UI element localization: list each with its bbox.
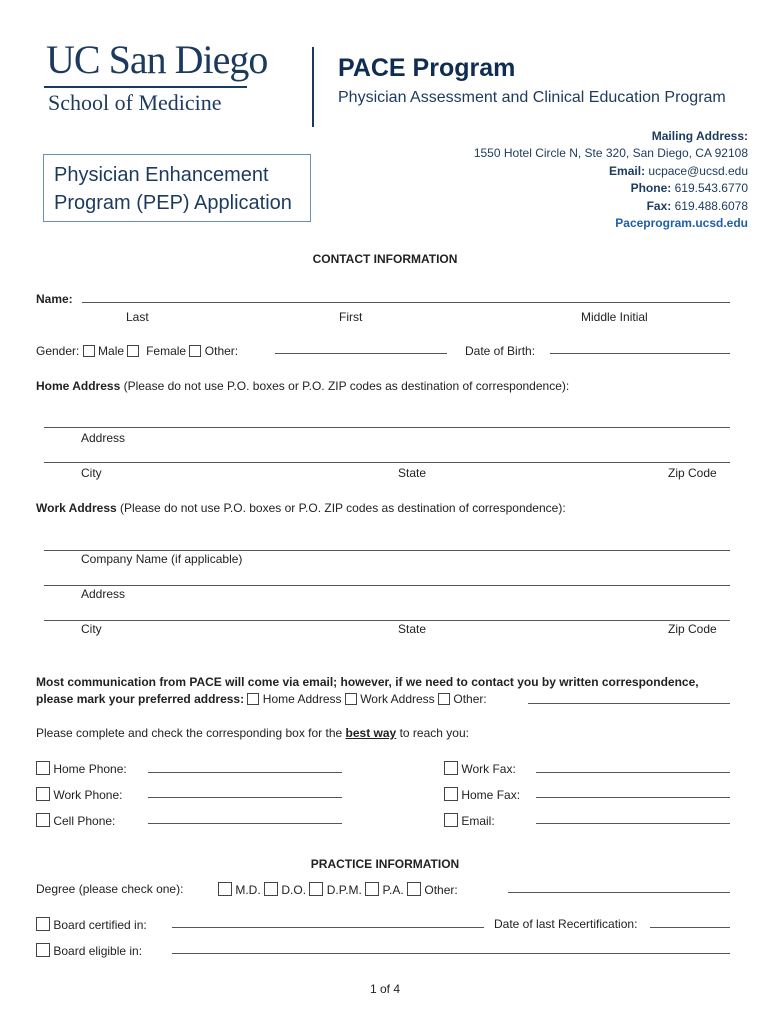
name-field[interactable]	[82, 302, 730, 303]
cell-phone-row	[36, 813, 115, 828]
degree-other-label: Other:	[424, 883, 458, 897]
phone-label: Phone:	[630, 181, 672, 196]
work-city-state-zip-field[interactable]	[44, 620, 730, 621]
pref-other-label: Other:	[453, 692, 487, 706]
board-eligible-label: Board eligible in:	[53, 944, 143, 958]
reach-text-before: Please complete and check the corresponding box for the	[36, 726, 343, 740]
degree-other-checkbox[interactable]	[407, 882, 421, 896]
gender-female-label: Female	[146, 344, 187, 358]
board-certified-row	[36, 917, 147, 932]
preferred-address-instructions: Most communication from PACE will come via email; however, if we need to contact you by written correspondence,	[36, 675, 699, 689]
home-fax-checkbox[interactable]	[444, 787, 458, 801]
degree-md-label: M.D.	[235, 883, 261, 897]
work-phone-field[interactable]	[148, 797, 342, 798]
mailing-address-block	[474, 128, 748, 232]
gender-male-label: Male	[98, 344, 125, 358]
home-address-bold: Home Address	[36, 379, 121, 393]
degree-pa-label: P.A.	[382, 883, 404, 897]
gender-label: Gender:	[36, 344, 80, 358]
email-contact-label: Email:	[461, 814, 495, 828]
website-link[interactable]: Paceprogram.ucsd.edu	[615, 216, 748, 231]
preferred-address-row	[36, 692, 487, 706]
cell-phone-label: Cell Phone:	[53, 814, 116, 828]
email-checkbox[interactable]	[444, 813, 458, 827]
degree-do-checkbox[interactable]	[264, 882, 278, 896]
program-subtitle: Physician Assessment and Clinical Education Program	[338, 89, 726, 106]
gender-other-label: Other:	[204, 344, 239, 358]
dob-label: Date of Birth:	[465, 344, 536, 358]
board-eligible-checkbox[interactable]	[36, 943, 50, 957]
cell-phone-field[interactable]	[148, 823, 342, 824]
pref-other-checkbox[interactable]	[438, 693, 450, 705]
home-address-field[interactable]	[44, 427, 730, 428]
pref-home-checkbox[interactable]	[247, 693, 259, 705]
work-company-field[interactable]	[44, 550, 730, 551]
form-title-box	[43, 154, 311, 222]
gender-other-field[interactable]	[275, 353, 447, 354]
home-phone-checkbox[interactable]	[36, 761, 50, 775]
work-zip-caption: Zip Code	[668, 622, 717, 636]
work-fax-row	[444, 761, 516, 776]
work-address-note: (Please do not use P.O. boxes or P.O. ZIP codes as destination of correspondence):	[120, 501, 566, 515]
degree-md-checkbox[interactable]	[218, 882, 232, 896]
home-address-heading	[36, 379, 569, 393]
pref-other-field[interactable]	[528, 703, 730, 704]
name-label: Name:	[36, 292, 73, 306]
gender-female-checkbox[interactable]	[127, 345, 139, 357]
home-state-caption: State	[398, 466, 427, 480]
degree-pa-checkbox[interactable]	[365, 882, 379, 896]
work-address-heading	[36, 501, 566, 515]
phone-value: 619.543.6770	[674, 181, 748, 196]
page-number: 1 of 4	[369, 982, 401, 996]
reach-text-after: to reach you:	[399, 726, 469, 740]
fax-value: 619.488.6078	[674, 198, 748, 213]
name-last-caption: Last	[126, 310, 149, 324]
home-city-state-zip-field[interactable]	[44, 462, 730, 463]
name-middle-caption: Middle Initial	[581, 310, 648, 324]
fax-label: Fax:	[646, 198, 672, 213]
home-fax-label: Home Fax:	[461, 788, 521, 802]
pref-home-label: Home Address	[262, 692, 342, 706]
board-certified-label: Board certified in:	[53, 918, 147, 932]
form-title-line1: Physician Enhancement	[54, 164, 269, 186]
board-eligible-field[interactable]	[172, 953, 730, 954]
contact-section-title: CONTACT INFORMATION	[312, 252, 458, 266]
degree-do-label: D.O.	[281, 883, 307, 897]
gender-other-checkbox[interactable]	[189, 345, 201, 357]
board-eligible-row	[36, 943, 142, 958]
recert-label: Date of last Recertification:	[494, 917, 638, 931]
logo-divider	[44, 86, 247, 88]
work-fax-label: Work Fax:	[461, 762, 516, 776]
degree-other-field[interactable]	[508, 892, 730, 893]
degree-label: Degree (please check one):	[36, 882, 184, 896]
work-state-caption: State	[398, 622, 427, 636]
gender-male-checkbox[interactable]	[83, 345, 95, 357]
ucsd-logo-wordmark: UC San Diego	[46, 37, 268, 82]
recert-field[interactable]	[650, 927, 730, 928]
email-value[interactable]: ucpace@ucsd.edu	[648, 163, 748, 178]
cell-phone-checkbox[interactable]	[36, 813, 50, 827]
work-phone-row	[36, 787, 123, 802]
work-address-field[interactable]	[44, 585, 730, 586]
board-certified-field[interactable]	[172, 927, 484, 928]
home-phone-row	[36, 761, 127, 776]
name-first-caption: First	[339, 310, 363, 324]
degree-options	[218, 882, 458, 897]
work-city-caption: City	[81, 622, 102, 636]
work-address-caption: Address	[81, 587, 126, 601]
degree-dpm-label: D.P.M.	[326, 883, 362, 897]
board-certified-checkbox[interactable]	[36, 917, 50, 931]
home-address-caption: Address	[81, 431, 126, 445]
home-fax-row	[444, 787, 520, 802]
email-field[interactable]	[536, 823, 730, 824]
mailing-address: 1550 Hotel Circle N, Ste 320, San Diego, CA 92108	[473, 146, 748, 161]
work-fax-field[interactable]	[536, 772, 730, 773]
email-label: Email:	[609, 163, 646, 178]
work-company-caption: Company Name (if applicable)	[81, 552, 243, 566]
preferred-address-label: please mark your preferred address:	[36, 692, 245, 706]
mailing-label: Mailing Address:	[651, 129, 748, 143]
pref-work-checkbox[interactable]	[345, 693, 357, 705]
work-address-bold: Work Address	[36, 501, 117, 515]
work-fax-checkbox[interactable]	[444, 761, 458, 775]
header-vertical-divider	[312, 47, 314, 127]
home-city-caption: City	[81, 466, 102, 480]
home-phone-field[interactable]	[148, 772, 342, 773]
dob-field[interactable]	[550, 353, 730, 354]
reach-best-way: best way	[345, 726, 397, 740]
home-phone-label: Home Phone:	[53, 762, 127, 776]
pref-work-label: Work Address	[360, 692, 435, 706]
gender-row	[36, 344, 238, 358]
home-address-note: (Please do not use P.O. boxes or P.O. ZIP codes as destination of correspondence):	[123, 379, 570, 393]
practice-section-title: PRACTICE INFORMATION	[310, 857, 460, 871]
work-phone-checkbox[interactable]	[36, 787, 50, 801]
ucsd-logo-subtitle: School of Medicine	[48, 90, 222, 115]
reach-instructions	[36, 726, 469, 740]
work-phone-label: Work Phone:	[53, 788, 123, 802]
home-fax-field[interactable]	[536, 797, 730, 798]
form-title-line2: Program (PEP) Application	[54, 192, 292, 214]
email-row	[444, 813, 495, 828]
program-title: PACE Program	[338, 54, 516, 82]
home-zip-caption: Zip Code	[668, 466, 717, 480]
degree-dpm-checkbox[interactable]	[309, 882, 323, 896]
